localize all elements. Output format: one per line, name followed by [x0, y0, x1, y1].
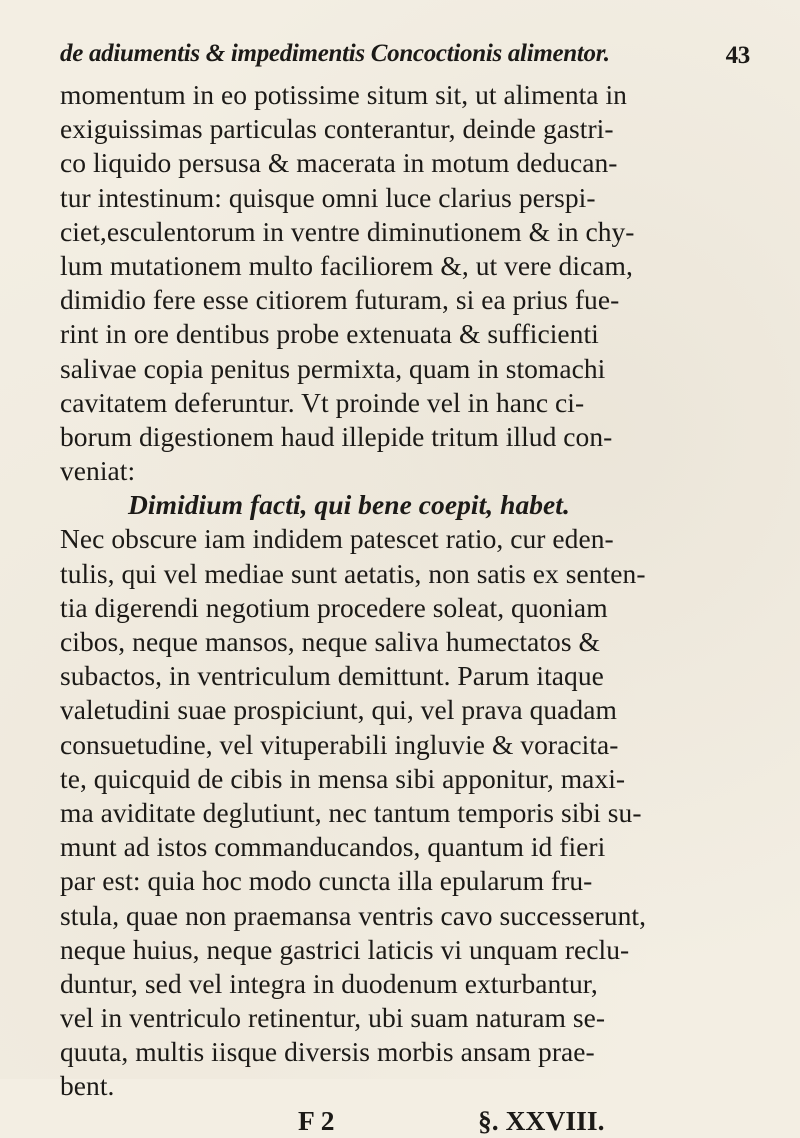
text-line: bent.	[60, 1070, 115, 1102]
text-line: co liquido persusa & macerata in motum deducan-	[60, 147, 618, 179]
text-line: par est: quia hoc modo cuncta illa epularum fru-	[60, 865, 593, 897]
text-line: munt ad istos commanducandos, quantum id fieri	[60, 831, 606, 863]
catchword: §. XXVIII.	[478, 1104, 605, 1136]
signature-mark: F 2	[298, 1104, 335, 1136]
text-line: vel in ventriculo retinentur, ubi suam naturam se-	[60, 1002, 606, 1034]
text-line: te, quicquid de cibis in mensa sibi apponitur, maxi-	[60, 762, 626, 794]
text-line: subactos, in ventriculum demittunt. Parum itaque	[60, 660, 604, 692]
text-line: tur intestinum: quisque omni luce clarius perspi-	[60, 181, 596, 213]
text-line: Nec obscure iam indidem patescet ratio, cur eden-	[60, 523, 614, 555]
running-head-title: de adiumentis & impedimentis Concoctionis alimentor.	[60, 40, 610, 67]
text-line: exiguissimas particulas conterantur, deinde gastri-	[60, 113, 614, 145]
body-text	[60, 78, 765, 1138]
text-line: cavitatem deferuntur. Vt proinde vel in hanc ci-	[60, 386, 585, 418]
text-line: momentum in eo potissime situm sit, ut alimenta in	[60, 79, 627, 110]
text-line: rint in ore dentibus probe extenuata & sufficienti	[60, 318, 599, 350]
text-line: lum mutationem multo faciliorem &, ut vere dicam,	[60, 249, 633, 281]
motto-quote: Dimidium facti, qui bene coepit, habet.	[128, 489, 570, 521]
text-line: consuetudine, vel vituperabili ingluvie & voracita-	[60, 728, 619, 760]
text-line: duntur, sed vel integra in duodenum exturbantur,	[60, 967, 598, 999]
text-line: cibos, neque mansos, neque saliva humectatos &	[60, 626, 600, 657]
running-head	[60, 40, 750, 68]
text-line: tia digerendi negotium procedere soleat, quoniam	[60, 591, 608, 623]
text-line: ma aviditate deglutiunt, nec tantum temporis sibi su-	[60, 796, 642, 828]
text-line: quuta, multis iisque diversis morbis ansam prae-	[60, 1036, 595, 1068]
text-line: salivae copia penitus permixta, quam in stomachi	[60, 352, 606, 384]
page-number: 43	[725, 42, 750, 69]
text-line: stula, quae non praemansa ventris cavo successerunt,	[60, 899, 647, 931]
text-line: dimidio fere esse citiorem futuram, si ea prius fue-	[60, 284, 620, 316]
text-line: valetudini suae prospiciunt, qui, vel prava quadam	[60, 694, 617, 726]
text-line: veniat:	[60, 455, 136, 487]
text-line: neque huius, neque gastrici laticis vi unquam reclu-	[60, 933, 630, 965]
text-line: ciet,esculentorum in ventre diminutionem & in chy-	[60, 215, 635, 247]
text-line: borum digestionem haud illepide tritum illud con-	[60, 420, 613, 452]
page-footer	[60, 1104, 765, 1138]
text-line: tulis, qui vel mediae sunt aetatis, non satis ex senten-	[60, 557, 646, 589]
